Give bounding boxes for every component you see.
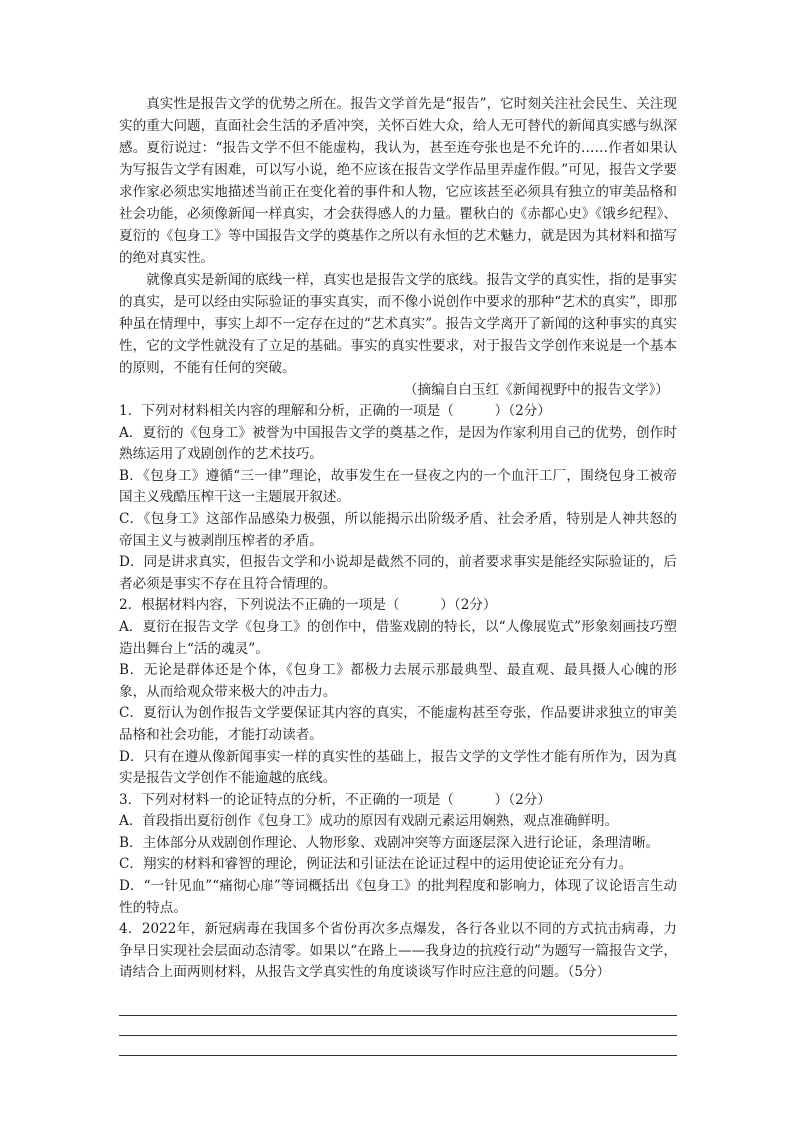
question-2 [119,595,677,789]
question-stem: 3．下列对材料一的论证特点的分析，不正确的一项是（ ）（2分） [119,791,551,808]
option-b: B．主体部分从戏剧创作理论、人物形象、戏剧冲突等方面逐层深入进行论证，条理清晰。 [119,834,660,851]
option-d: D．同是讲求真实，但报告文学和小说却是截然不同的，前者要求事实是能经实际验证的，后者必须是事实不存在且符合情理的。 [119,554,677,592]
question-4 [119,919,677,984]
option-c: C．《包身工》这部作品感染力极强，所以能揭示出阶级矛盾、社会矛盾，特别是人神共怒的帝国主义与被剥削压榨者的矛盾。 [119,510,677,549]
option-b: B．《包身工》遵循“三一律”理论，故事发生在一昼夜之内的一个血汗工厂，围绕包身工被帝国主义残酷压榨干这一主题展开叙述。 [119,467,677,506]
option-c: C．夏衍认为创作报告文学要保证其内容的真实，不能虚构甚至夸张，作品要讲求独立的审美品格和社会功能，才能打动读者。 [119,705,677,743]
option-c: C．翔实的材料和睿智的理论，例证法和引证法在论证过程中的运用使论证充分有力。 [119,856,633,873]
question-3 [119,790,677,920]
answer-area[interactable] [119,996,677,1056]
option-d: D．“一针见血”“痛彻心扉”等词概括出《包身工》的批判程度和影响力，体现了议论语言生动性的特点。 [119,878,677,916]
passage-paragraph-1: 真实性是报告文学的优势之所在。报告文学首先是“报告”，它时刻关注社会民生、关注现实的重大问题，直面社会生活的矛盾冲突，关怀百姓大众，给人无可替代的新闻真实感与纵深感。夏衍说过：“报告文学不但不能虚构，我认为，甚至连夸张也是不允许的……作者如果认为写报告文学有困难，可以写小说，绝不应该在报告文学作品里弄虚作假。”可见，报告文学要求作家必须忠实地描述当前正在变化着的事件和人物，它应该甚至必须具有独立的审美品格和社会功能，必须像新闻一样真实，才会获得感人的力量。瞿秋白的《赤都心史》《饿乡纪程》、夏衍的《包身工》等中国报告文学的奠基作之所以有永恒的艺术魅力，就是因为其材料和描写的绝对真实性。 [119,96,677,266]
question-stem: 2．根据材料内容，下列说法不正确的一项是（ ）（2分） [119,597,497,614]
option-a: A．夏衍的《包身工》被誉为中国报告文学的奠基之作，是因为作家利用自己的优势，创作时熟练运用了戏剧创作的艺术技巧。 [119,424,677,463]
answer-line[interactable] [119,996,677,1016]
question-1 [119,401,677,595]
document-page [119,93,677,1056]
answer-line[interactable] [119,1016,677,1036]
passage-source: （摘编自白玉红《新闻视野中的报告文学》） [403,382,669,398]
passage-paragraph-2: 就像真实是新闻的底线一样，真实也是报告文学的底线。报告文学的真实性，指的是事实的真实，是可以经由实际验证的事实真实，而不像小说创作中要求的那种“艺术的真实”，即那种虽在情理中，事实上却不一定存在过的“艺术真实”。报告文学离开了新闻的这种事实的真实性，它的文学性就没有了立足的基础。事实的真实性要求，对于报告文学创作来说是一个基本的原则，不能有任何的突破。 [119,272,677,376]
question-stem: 4．2022年，新冠病毒在我国多个省份再次多点爆发，各行各业以不同的方式抗击病毒，力争早日实现社会层面动态清零。如果以“在路上——我身边的抗疫行动”为题写一篇报告文学，请结合上面两则材料，从报告文学真实性的角度谈谈写作时应注意的问题。（5分） [119,921,677,981]
option-b: B．无论是群体还是个体，《包身工》都极力去展示那最典型、最直观、最具摄人心魄的形象，从而给观众带来极大的冲击力。 [119,662,677,700]
question-stem: 1．下列对材料相关内容的理解和分析，正确的一项是（ ）（2分） [119,403,551,419]
answer-line[interactable] [119,1036,677,1056]
option-a: A．首段指出夏衍创作《包身工》成功的原因有戏剧元素运用娴熟，观点准确鲜明。 [119,813,619,830]
reading-passage [119,93,677,401]
option-a: A．夏衍在报告文学《包身工》的创作中，借鉴戏剧的特长，以“人像展览式”形象刻画技巧塑造出舞台上“活的魂灵”。 [119,618,677,657]
option-d: D．只有在遵从像新闻事实一样的真实性的基础上，报告文学的文学性才能有所作为，因为真实是报告文学创作不能逾越的底线。 [119,748,677,787]
